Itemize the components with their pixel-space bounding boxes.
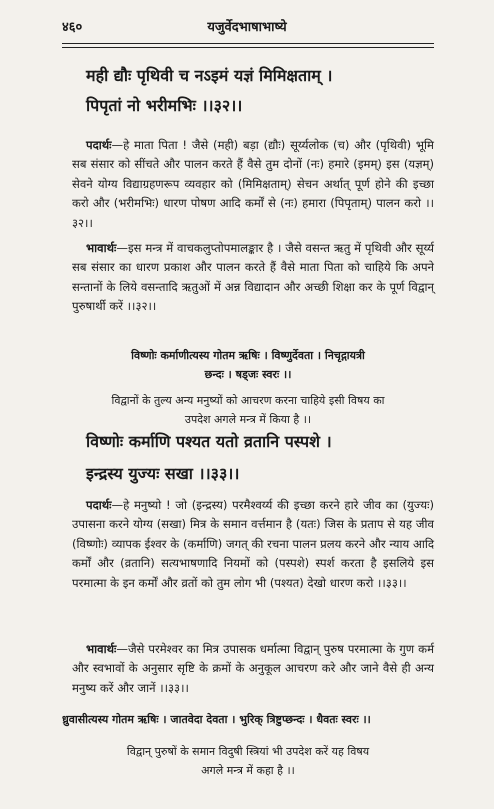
mantra-32-line2: पिपृतां नो भरीमभिः ।।३२।। <box>86 96 243 115</box>
padartha-label: पदार्थः <box>86 138 112 152</box>
bhavartha-32 <box>72 239 434 317</box>
mantra-32 <box>86 64 434 118</box>
rishi-line1: विष्णोः कर्माणीत्यस्य गोतम ऋषिः । विष्णुर्देवता । निचृद्गायत्री <box>131 349 365 362</box>
bhavartha-text: —इस मन्त्र में वाचकलुप्तोपमालङ्कार है । जैसे वसन्त ऋतु में पृथिवी और सूर्य्य सब संसार का धारण प्रकाश और पालन करते हैं वैसे माता पिता को चाहिये कि अपने सन्तानों के लिये वसन्तादि ऋतुओं में अन्न विद्यादान और अच्छी शिक्षा कर के पूर्ण विद्वान् पुरुषार्थी करें ।।३२।। <box>72 241 434 314</box>
intro-33 <box>62 391 434 429</box>
mantra-33 <box>86 430 434 486</box>
padartha-text: —हे मनुष्यो ! जो (इन्द्रस्य) परमैश्वर्य्य की इच्छा करने हारे जीव का (युज्यः) उपासना करने योग्य (सखा) मित्र के समान वर्त्तमान है (यतः) जिस के प्रताप से यह जीव (विष्णोः) व्यापक ईश्वर के (कर्माणि) जगत् की रचना पालन प्रलय करने और न्याय आदि कर्मों और (व्रतानि) सत्यभाषणादि नियमों को (पस्पशे) स्पर्श करता है इसलिये इस परमात्मा के इन कर्मों और व्रतों को तुम लोग भी (पश्यत) देखो धारण करो ।।३३।। <box>72 498 434 590</box>
rishi-line1: वासीत्यस्य गोतम ऋषिः । जातवेदा देवता । भुरिक् त्रिष्टुप्छन्दः । धैवतः स्वरः ।। <box>68 713 371 726</box>
intro-line2: उपदेश अगले मन्त्र में किया है ।। <box>184 413 312 426</box>
padartha-label: पदार्थः <box>86 498 112 512</box>
rishi-devata-33 <box>62 346 434 384</box>
padartha-32 <box>72 136 434 233</box>
intro-line1: विद्वान् पुरुषों के समान विदुषी स्त्रियां भी उपदेश करें यह विषय <box>126 745 370 758</box>
page-number: ४६० <box>62 20 83 35</box>
header-rule-thin <box>62 47 434 48</box>
running-title: यजुर्वेदभाषाभाष्ये <box>207 20 287 35</box>
bhavartha-text: —जैसे परमेश्वर का मित्र उपासक धर्मात्मा विद्वान् पुरुष परमात्मा के गुण कर्म और स्वभावों के अनुसार सृष्टि के क्रमों के अनुकूल आचरण करे और जाने वैसे ही अन्य मनुष्य करें और जानें ।।३३।। <box>72 642 434 695</box>
rishi-devata-34 <box>62 710 434 729</box>
mantra-mark: ध्रु <box>62 713 69 726</box>
page-header <box>62 16 432 40</box>
bhavartha-33 <box>72 640 434 698</box>
bhavartha-label: भावार्थः <box>86 642 117 656</box>
intro-line2: अगले मन्त्र में कहा है ।। <box>201 764 295 777</box>
intro-34 <box>62 742 434 780</box>
intro-line1: विद्वानों के तुल्य अन्य मनुष्यों को आचरण करना चाहिये इसी विषय का <box>111 394 385 407</box>
padartha-text: —हे माता पिता ! जैसे (मही) बड़ा (द्यौः) सूर्य्यलोक (च) और (पृथिवी) भूमि सब संसार को सींचते और पालन करते हैं वैसे तुम दोनों (नः) हमारे (इमम्) इस (यज्ञम्) सेवने योग्य विद्याग्रहणरूप व्यवहार को (मिमिक्षताम्) सेचन अर्थात् पूर्ण होने की इच्छा करो और (भरीमभिः) धारण पोषण आदि कर्मों से (नः) हमारा (पिपृताम्) पालन करो ।।३२।। <box>72 138 434 230</box>
header-rule <box>62 43 434 44</box>
mantra-32-line1: मही द्यौः पृथिवी च नऽइमं यज्ञं मिमिक्षताम् । <box>86 66 333 85</box>
rishi-line2: छन्दः । षड्जः स्वरः ।। <box>204 368 292 381</box>
mantra-33-line1: विष्णोः कर्माणि पश्यत यतो व्रतानि पस्पशे । <box>86 432 332 451</box>
bhavartha-label: भावार्थः <box>86 241 117 255</box>
mantra-33-line2: इन्द्रस्य युज्यः सखा ।।३३।। <box>86 464 240 483</box>
padartha-33 <box>72 496 434 593</box>
